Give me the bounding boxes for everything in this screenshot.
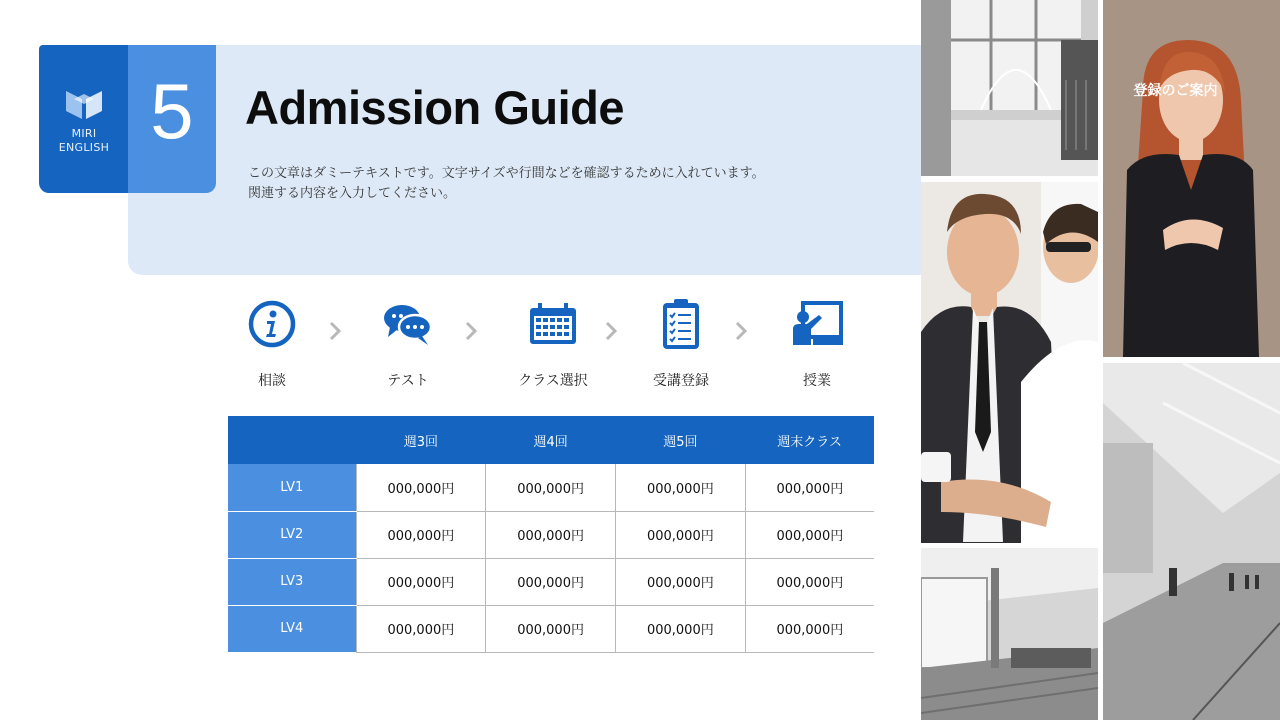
row-level-label: LV2 xyxy=(228,511,356,558)
table-header-row xyxy=(228,416,874,464)
calendar-icon xyxy=(528,302,578,346)
chevron-right-icon xyxy=(464,320,478,342)
book-logo-icon xyxy=(66,89,102,121)
step-label: 授業 xyxy=(803,373,831,389)
step-registration xyxy=(641,298,721,390)
price-cell: 000,000円 xyxy=(615,511,745,558)
price-cell: 000,000円 xyxy=(615,464,745,511)
businessmen-meeting-photo xyxy=(921,182,1098,543)
row-level-label: LV1 xyxy=(228,464,356,511)
row-level-label: LV3 xyxy=(228,558,356,605)
section-number: 5 xyxy=(150,67,194,155)
table-row xyxy=(228,464,874,511)
page-title: Admission Guide xyxy=(245,81,624,134)
teacher-board-icon xyxy=(791,301,843,347)
brand-name xyxy=(59,127,109,155)
price-cell: 000,000円 xyxy=(486,605,616,652)
step-lesson xyxy=(777,298,857,390)
price-cell: 000,000円 xyxy=(745,464,874,511)
price-cell: 000,000円 xyxy=(356,605,486,652)
step-class-selection xyxy=(513,298,593,390)
row-level-label: LV4 xyxy=(228,605,356,652)
smiling-woman-photo xyxy=(1103,0,1280,357)
step-label: テスト xyxy=(387,373,429,389)
page-description: この文章はダミーテキストです。文字サイズや行間などを確認するために入れています。関連する内容を入力してください。 xyxy=(248,166,765,201)
price-cell: 000,000円 xyxy=(486,464,616,511)
price-cell: 000,000円 xyxy=(486,558,616,605)
price-cell: 000,000円 xyxy=(356,558,486,605)
table-header-corner xyxy=(228,416,356,464)
empty-office-photo xyxy=(921,548,1098,720)
price-cell: 000,000円 xyxy=(745,558,874,605)
office-window-photo xyxy=(921,0,1098,176)
registration-guide-label: 登録のご案内 xyxy=(1133,83,1218,99)
step-test xyxy=(368,298,448,390)
clipboard-checklist-icon xyxy=(661,298,701,350)
chevron-right-icon xyxy=(734,320,748,342)
price-cell: 000,000円 xyxy=(356,464,486,511)
step-label: 受講登録 xyxy=(653,373,709,389)
table-row xyxy=(228,558,874,605)
chevron-right-icon xyxy=(604,320,618,342)
table-row xyxy=(228,605,874,652)
brand-logo-box xyxy=(39,45,129,193)
price-cell: 000,000円 xyxy=(615,558,745,605)
section-number-box xyxy=(128,45,216,193)
brand-name-line1: MIRI xyxy=(71,127,97,140)
enrollment-steps xyxy=(232,298,852,398)
info-icon xyxy=(247,299,297,349)
table-header-cell: 週5回 xyxy=(615,416,745,464)
chevron-right-icon xyxy=(328,320,342,342)
price-cell: 000,000円 xyxy=(615,605,745,652)
table-header-cell: 週4回 xyxy=(486,416,616,464)
table-row xyxy=(228,511,874,558)
step-label: 相談 xyxy=(258,373,286,389)
step-label: クラス選択 xyxy=(518,373,588,389)
price-cell: 000,000円 xyxy=(356,511,486,558)
glass-corridor-photo xyxy=(1103,363,1280,720)
step-consultation xyxy=(232,298,312,390)
table-header-cell: 週末クラス xyxy=(745,416,874,464)
price-cell: 000,000円 xyxy=(745,605,874,652)
price-cell: 000,000円 xyxy=(486,511,616,558)
price-cell: 000,000円 xyxy=(745,511,874,558)
table-header-cell: 週3回 xyxy=(356,416,486,464)
price-table xyxy=(228,416,874,653)
chat-bubbles-icon xyxy=(382,300,434,348)
brand-name-line2: ENGLISH xyxy=(58,141,110,154)
